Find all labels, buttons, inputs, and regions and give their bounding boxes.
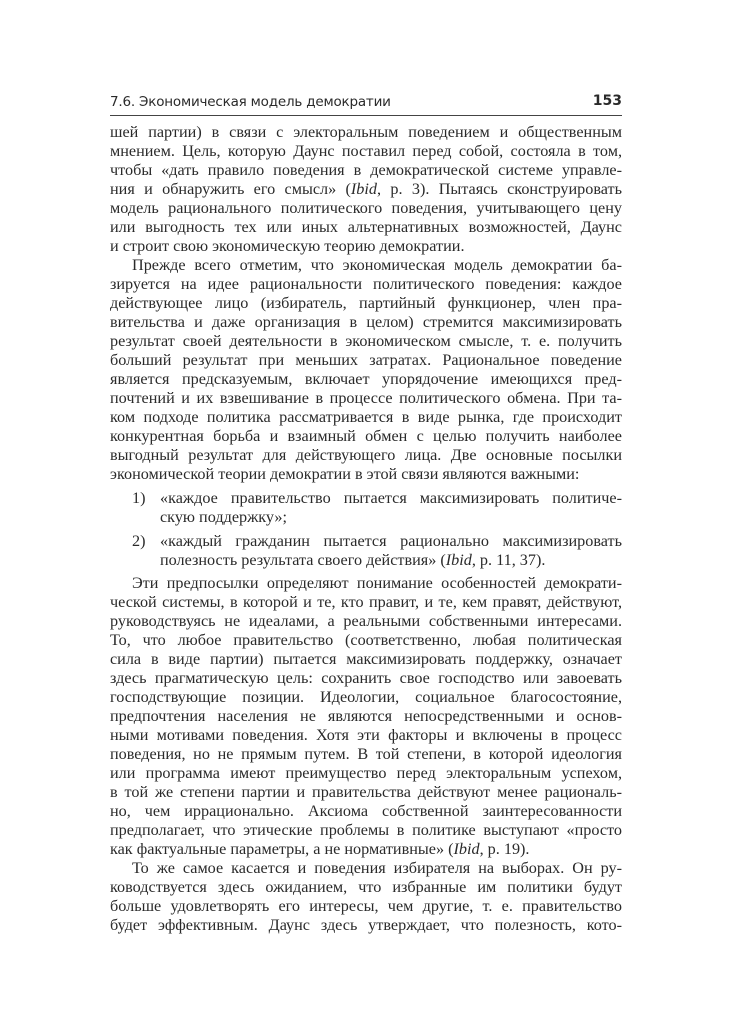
body-text [110, 123, 622, 935]
text-line: вительства и даже организация в целом) стремится максимизировать [110, 313, 622, 331]
text-line: модель рационального политического поведения, учитывающего цену [110, 199, 622, 217]
text-line: зируется на идее рациональности политического поведения: каждое [110, 275, 622, 293]
text-line: господствующие позиции. Идеологии, социальное благосостояние, [110, 688, 622, 706]
text-line: здесь прагматическую цель: сохранить свое господство или завоевать [110, 669, 622, 687]
citation-ibid: Ibid [445, 551, 472, 569]
text-line: ными мотивами поведения. Хотя эти факторы и включены в процесс [110, 726, 622, 744]
text-line: но, чем иррационально. Аксиома собственной заинтересованности [110, 802, 622, 820]
text-line: больший результат при меньших затратах. Рациональное поведение [110, 351, 622, 369]
text-segment: как фактуальные параметры, а не нормативные» ( [110, 840, 454, 858]
running-header [110, 93, 622, 116]
text-line: предполагает, что этические проблемы в политике выступают «просто [110, 821, 622, 839]
text-line: «каждое правительство пытается максимизировать политиче- [160, 489, 622, 507]
text-line: чтобы «дать правило поведения в демократической системе управле- [110, 161, 622, 179]
text-line [110, 180, 622, 199]
text-line: предпочтения населения не являются непосредственными и основ- [110, 707, 622, 725]
text-line: поведения, но не прямым путем. В той степени, в которой идеология [110, 745, 622, 763]
list-number: 1) [132, 489, 146, 507]
text-line: почтений и их взвешивание в процессе политического обмена. При та- [110, 389, 622, 407]
list-item [110, 489, 622, 527]
citation-ibid: Ibid [350, 180, 377, 198]
text-line: ком подходе политика рассматривается в виде рынка, где происходит [110, 408, 622, 426]
text-line: То, что любое правительство (соответственно, любая политическая [110, 631, 622, 649]
paragraph [110, 123, 622, 256]
text-segment: , p. 11, 37). [471, 551, 546, 569]
paragraph [110, 574, 622, 859]
text-line: или программа имеют преимущество перед электоральным успехом, [110, 764, 622, 782]
text-line: действующее лицо (избиратель, партийный функционер, член пра- [110, 294, 622, 312]
text-line: руководствуясь не идеалами, а реальными собственными интересами. [110, 612, 622, 630]
text-line: и строит свою экономическую теорию демократии. [110, 237, 465, 255]
text-line: в той же степени партии и правительства действуют менее рациональ- [110, 783, 622, 801]
list-item [110, 532, 622, 570]
citation-ibid: Ibid [453, 840, 480, 858]
text-line: мнением. Цель, которую Даунс поставил перед собой, состояла в том, [110, 142, 622, 160]
paragraph [110, 859, 622, 935]
text-line: будет эффективным. Даунс здесь утверждает, что полезность, кото- [110, 916, 622, 934]
text-segment: , p. 3). Пытаясь сконструировать [377, 180, 623, 198]
text-line: экономической теории демократии в этой связи являются важными: [110, 465, 580, 483]
text-line: ческой системы, в которой и те, кто правит, и те, кем правят, действуют, [110, 593, 622, 611]
text-line: или выгодность тех или иных альтернативных возможностей, Даунс [110, 218, 622, 236]
text-segment: , p. 19). [479, 840, 530, 858]
text-segment: ния и обнаружить его смысл» ( [110, 180, 351, 198]
text-line: больше удовлетворять его интересы, чем другие, т. е. правительство [110, 897, 622, 915]
text-line: «каждый гражданин пытается рационально максимизировать [160, 532, 622, 550]
text-line: шей партии) в связи с электоральным поведением и общественным [110, 123, 622, 141]
paragraph [110, 256, 622, 484]
text-line: скую поддержку»; [160, 508, 288, 526]
list-number: 2) [132, 532, 146, 550]
text-line: выгодный результат для действующего лица. Две основные посылки [110, 446, 622, 464]
text-line: Эти предпосылки определяют понимание особенностей демократи- [132, 574, 622, 592]
page-number: 153 [592, 93, 622, 109]
text-line [110, 840, 622, 859]
text-line: Прежде всего отметим, что экономическая модель демократии ба- [132, 256, 622, 274]
text-segment: полезность результата своего действия» ( [160, 551, 446, 569]
text-line: результат своей деятельности в экономическом смысле, т. е. получить [110, 332, 622, 350]
section-title: 7.6. Экономическая модель демократии [110, 94, 391, 110]
text-line: ководствуется здесь ожиданием, что избранные им политики будут [110, 878, 622, 896]
text-line: конкурентная борьба и взаимный обмен с целью получить наиболее [110, 427, 622, 445]
text-line: сила в виде партии) пытается максимизировать поддержку, означает [110, 650, 622, 668]
text-line: То же самое касается и поведения избирателя на выборах. Он ру- [132, 859, 622, 877]
text-line: является предсказуемым, включает упорядочение имеющихся пред- [110, 370, 622, 388]
text-line [160, 551, 622, 570]
